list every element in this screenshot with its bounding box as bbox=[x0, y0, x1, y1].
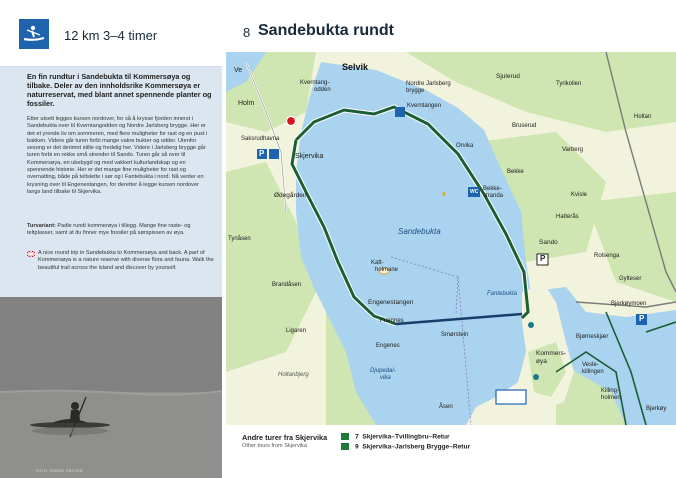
map-label-sjulerud: Sjulerud bbox=[496, 73, 520, 80]
parking-icon-bjerkoy: P bbox=[639, 314, 645, 323]
vesle-line1: Vesle- bbox=[582, 362, 599, 368]
map-label-fantebukta: Fantebukta bbox=[487, 291, 518, 297]
tour-link-7[interactable] bbox=[341, 433, 450, 440]
kverntangodden-line1: Kverntang- bbox=[300, 80, 330, 86]
katt-line1: Katt- bbox=[371, 260, 384, 266]
map-label-selvik: Selvik bbox=[342, 62, 369, 72]
map-label-ligaren: Ligaren bbox=[286, 328, 307, 334]
vesle-line2: killingen bbox=[582, 369, 604, 375]
kayak-route-icon bbox=[341, 443, 349, 450]
kayaker-photo bbox=[0, 297, 222, 478]
map-label-saksrudhavna: Saksrudhavna bbox=[241, 136, 280, 142]
katt-line2: holmane bbox=[375, 267, 399, 273]
map-label-brandasen: Brandåsen bbox=[272, 282, 302, 288]
map-label-odegarden: Ødegården bbox=[274, 192, 307, 199]
photo-credit: FOTO: SINDRE GROVEN bbox=[36, 469, 83, 473]
djupedal-line2: vika bbox=[380, 375, 391, 381]
left-column bbox=[0, 0, 222, 478]
map-label-rolsenga: Rolsenga bbox=[594, 253, 620, 259]
variant-label: Turvariant: bbox=[27, 223, 56, 229]
other-tours-subtitle: Other tours from Skjervika bbox=[242, 443, 307, 449]
intro-body: Etter utsett legges kursen nordover, for så å krysse fjorden innerst i Sandebukta over til Kverntangodden og Nordre Jarlsberg brygge. Her er det et yrende liv om sommeren, med flere muligheter for rast og en pust i bakken. Videre går turen forbi mange vakre bukter og odder. Utenfor sesong er det derimot stille og fredelig her. Videre i Jarlsberg brygge går turen forbi en rekke små strender til Sando. Turen går så over til Kommersøya, en ubebygd og med vakkert kulturlandskap og en spennende historie. Her er det mange fine muligheter for rast og overnatting, både på teltslette i sør og i Fantebukta i nord. Nå venter en krysning over til Engenestangen, for deretter å legge kursen nordover langs land tilbake til Skjervika. bbox=[27, 116, 208, 195]
map-label-sando: Sando bbox=[539, 239, 558, 246]
map-label-kverntangodden bbox=[300, 80, 331, 94]
other-tours-title: Andre turer fra Skjervika bbox=[242, 433, 328, 442]
map-label-bjorneskjaer: Bjørneskjær bbox=[576, 334, 609, 340]
map-label-tynasen: Tynåsen bbox=[228, 236, 251, 242]
route-title: Sandebukta rundt bbox=[258, 22, 395, 39]
uk-flag-icon bbox=[27, 251, 35, 257]
map-label-bruserud: Bruserud bbox=[512, 123, 537, 129]
map-label-orvika: Orvika bbox=[456, 143, 474, 149]
map-label-killing bbox=[601, 388, 621, 402]
kverntangodden-line2: odden bbox=[314, 87, 331, 93]
variant-text: Padle rundt kommerøya i tillegg. Mange fine raste- og teltplasser, samt at du finner mye fossiler på sørspissen av øya. bbox=[27, 223, 191, 237]
killing-line2: holmen bbox=[601, 395, 621, 401]
map-label-smorstein: Smørstein bbox=[441, 332, 469, 338]
map-label-holtan: Holtan bbox=[634, 114, 652, 120]
route-variant bbox=[27, 223, 213, 238]
tour-number: 9 bbox=[355, 443, 359, 451]
map-label-kverntangen: Kverntangen bbox=[407, 103, 442, 109]
kayak-icon bbox=[19, 19, 49, 49]
map-label-asen: Åsen bbox=[439, 404, 453, 410]
kommersoya-line1: Kommers- bbox=[536, 350, 566, 357]
map-label-djupedal bbox=[370, 368, 396, 382]
parking-icon: P bbox=[259, 149, 265, 158]
map-label-skjervika: Skjervika bbox=[295, 153, 324, 160]
map-label-nordre bbox=[406, 81, 451, 95]
map-label-holm: Holm bbox=[238, 100, 255, 107]
djupedal-line1: Djupedal- bbox=[370, 368, 396, 374]
kommersoya-line2: øya bbox=[536, 358, 547, 365]
map-label-bekkestranda bbox=[483, 186, 503, 200]
map-label-tyrikollen: Tyrikollen bbox=[556, 81, 582, 87]
english-summary: A nice round trip in Sandebukta to Kommersøya and back. A part of Kommersøya is a nature reserve with diverse flora and fauna. Walk the beautiful trail across the island and discover by yourself. bbox=[38, 250, 214, 271]
bekkestranda-line1: Bekke- bbox=[483, 186, 502, 192]
map-label-kommersoya bbox=[536, 350, 566, 366]
killing-line1: Killing- bbox=[601, 388, 620, 394]
map-label-sandebukta: Sandebukta bbox=[398, 227, 441, 236]
map-label-bekke: Bekke bbox=[507, 169, 524, 175]
map-label-katt bbox=[371, 260, 398, 274]
bekkestranda-line2: stranda bbox=[483, 193, 504, 199]
nordre-line1: Nordre Jarlsberg bbox=[406, 81, 451, 87]
map-label-engenestangen: Engenestangen bbox=[368, 299, 414, 306]
wc-icon: WC bbox=[470, 189, 479, 195]
map-label-kvisle: Kvisle bbox=[571, 192, 588, 198]
map-label-gylteser: Gylteser bbox=[619, 276, 642, 282]
map-label-framnes: Framnes bbox=[380, 318, 404, 324]
map-label-holtanbjerg: Holtanbjerg bbox=[278, 372, 309, 378]
tour-name: Skjervika–Jarlsberg Brygge–Retur bbox=[362, 443, 471, 451]
distance-and-time: 12 km 3–4 timer bbox=[64, 28, 158, 43]
map-label-ve: Ve bbox=[234, 67, 243, 74]
intro-lead: En fin rundtur i Sandebukta til Kommersøya og tilbake. Deler av den innholdsrike Kommersøya er naturreservat, med blant annet spennende planter og fossiler. bbox=[27, 72, 212, 108]
tour-link-9[interactable] bbox=[341, 443, 470, 450]
map-label-bjerkoy: Bjerkøy bbox=[646, 406, 667, 412]
map-label-engenes: Engenes bbox=[376, 343, 400, 349]
parking-icon-sando: P bbox=[540, 254, 546, 263]
map-label-bjerkoymoen: Bjerkøymoen bbox=[611, 301, 647, 307]
tour-number: 7 bbox=[355, 433, 359, 441]
map-label-varberg: Varberg bbox=[562, 147, 583, 153]
tour-name: Skjervika–Tvillingbru–Retur bbox=[362, 433, 450, 441]
route-map bbox=[226, 52, 676, 425]
map-label-hatteras: Hatterås bbox=[556, 214, 579, 220]
map-label-vesle bbox=[582, 362, 604, 376]
kayak-route-icon bbox=[341, 433, 349, 440]
route-number: 8 bbox=[243, 25, 251, 40]
nordre-line2: brygge bbox=[406, 88, 425, 94]
